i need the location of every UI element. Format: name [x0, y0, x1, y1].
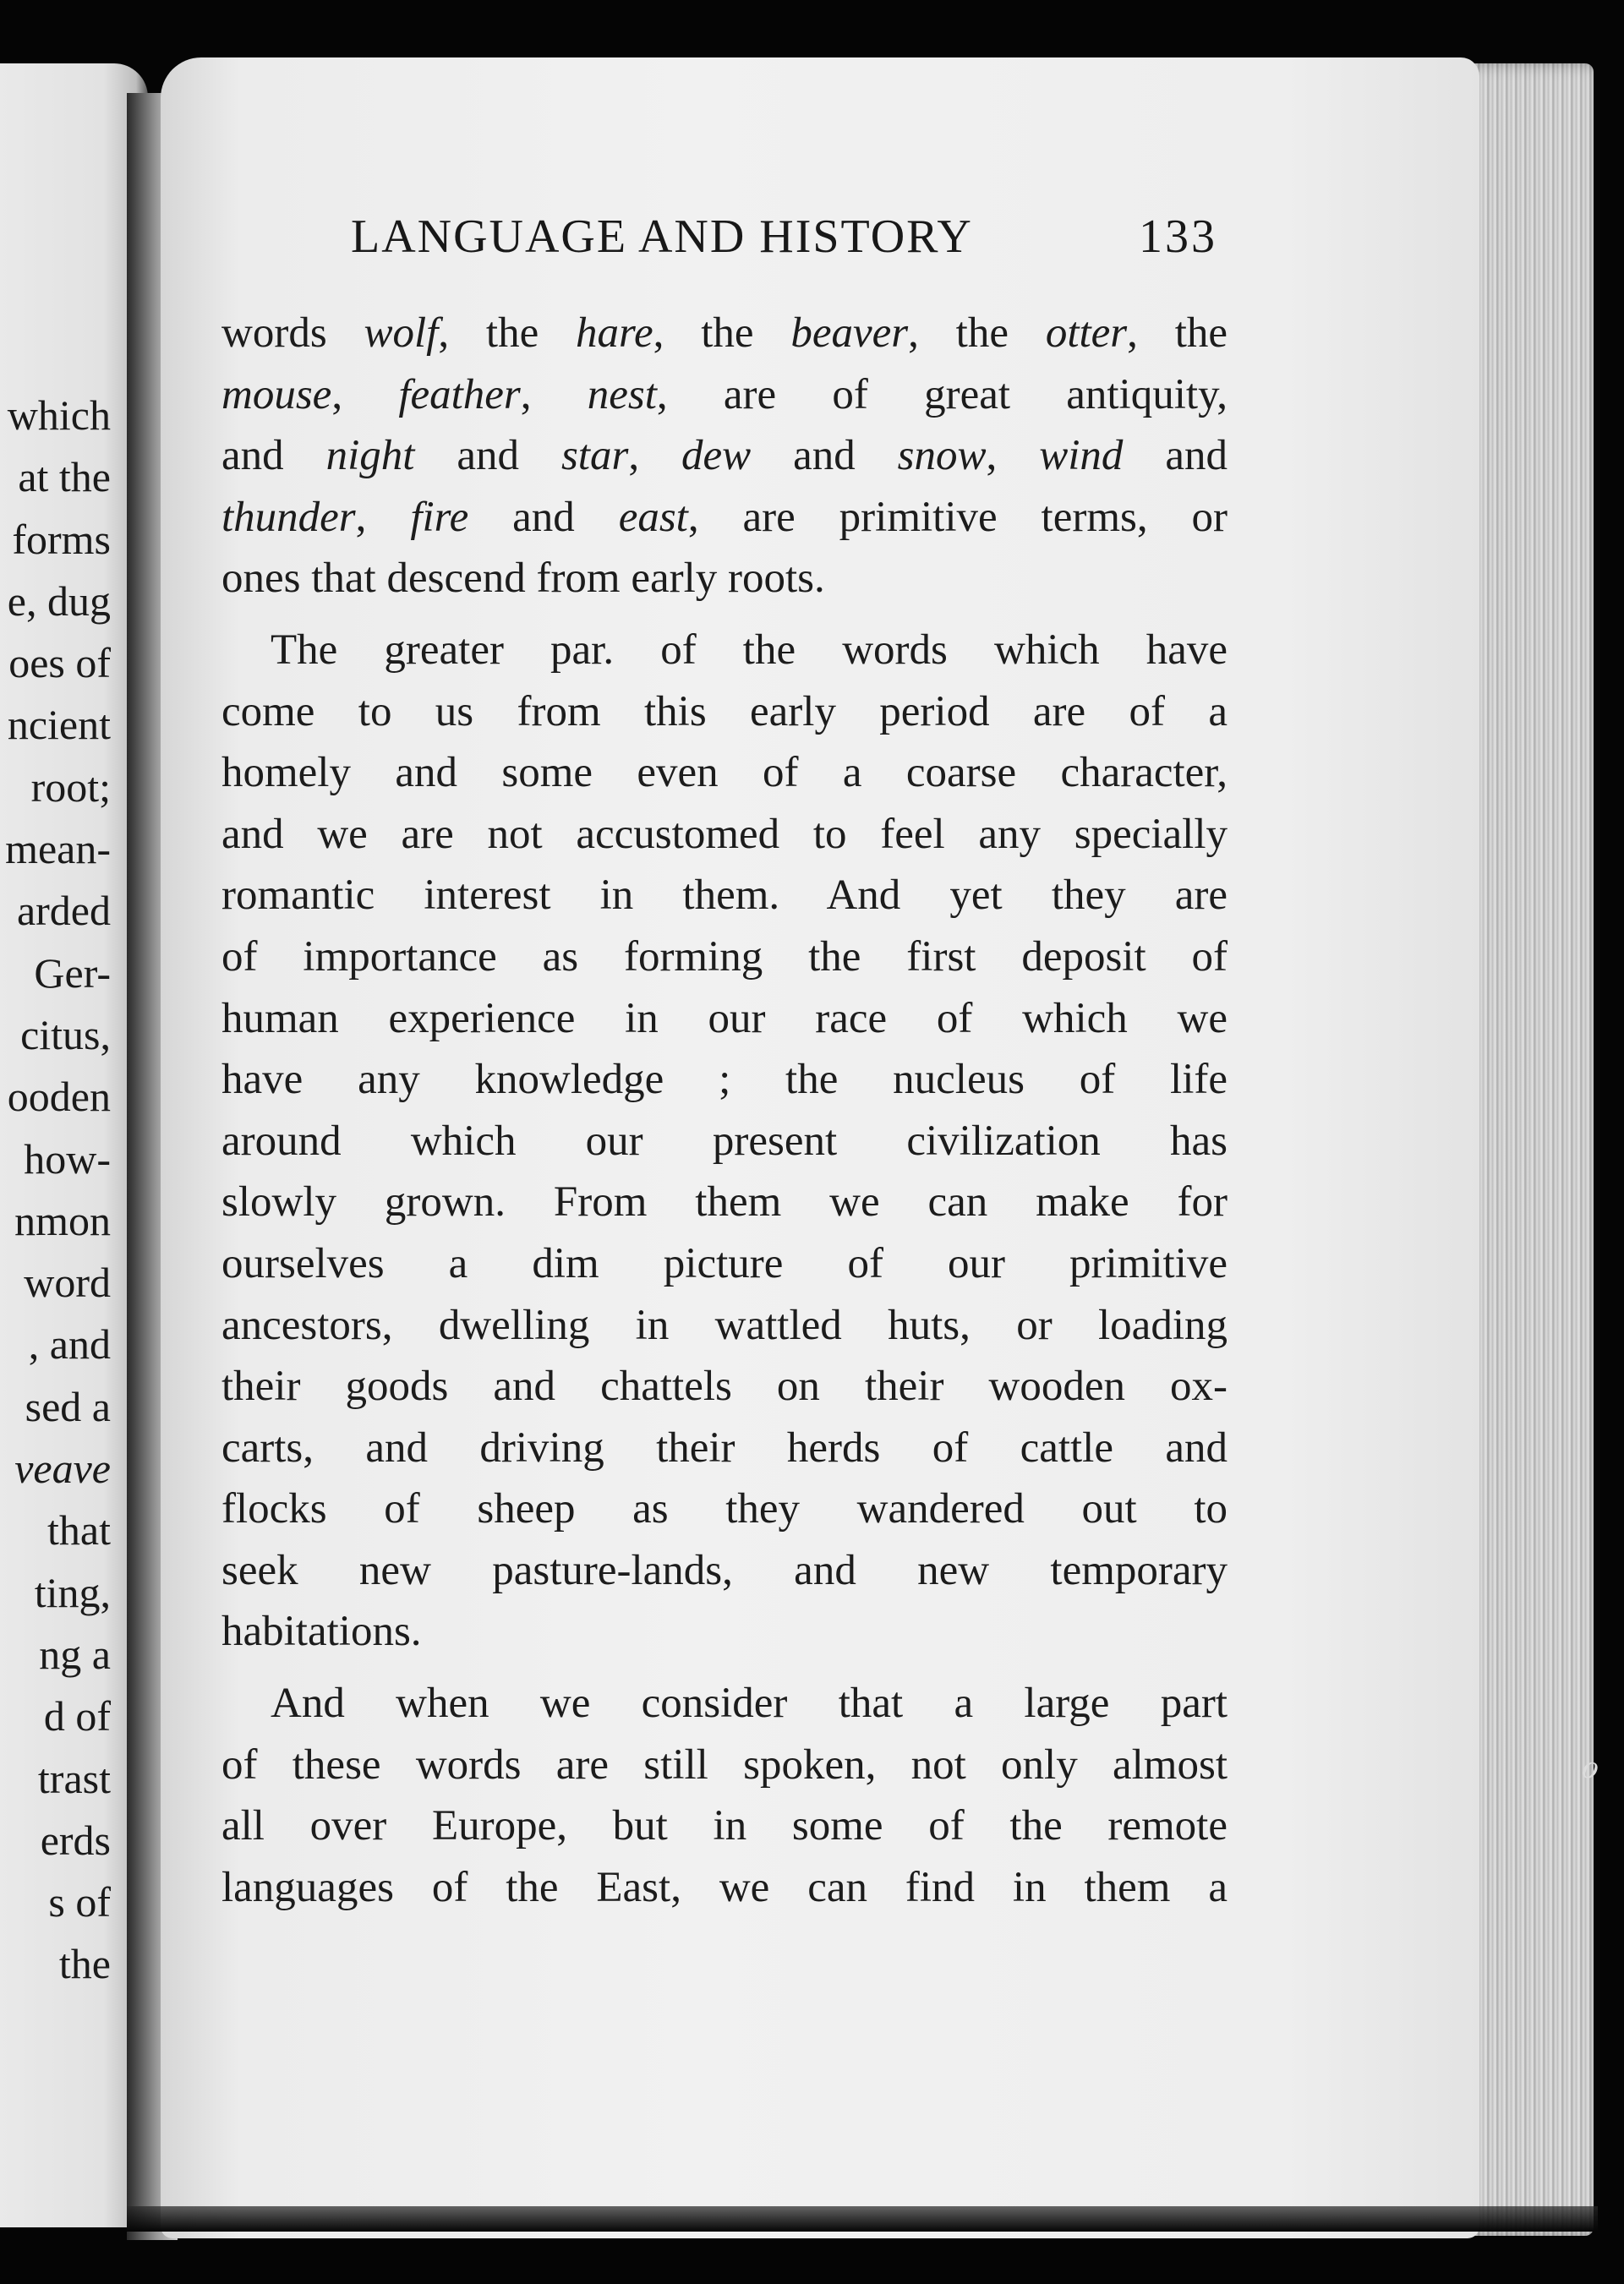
text-line: ones that descend from early roots. [221, 555, 825, 603]
italic-term: hare [576, 309, 653, 357]
facing-page-line: ncient [7, 701, 111, 749]
facing-page-line: , and [28, 1320, 111, 1369]
italic-term: dew [681, 432, 752, 480]
running-head-title: LANGUAGE AND HISTORY [351, 210, 973, 263]
text-line: ancestors, dwelling in wattled huts, or loading [221, 1301, 1228, 1349]
facing-page-line: at the [18, 453, 111, 501]
text-line: languages of the East, we can find in them a [221, 1863, 1228, 1911]
paragraph-1 [221, 303, 1228, 609]
facing-page-line: ting, [34, 1568, 111, 1616]
facing-page-line: mean- [5, 825, 111, 873]
facing-page-line: trast [37, 1754, 111, 1802]
text-line: come to us from this early period are of a [221, 687, 1228, 735]
text-line: The greater par. of the words which have [271, 626, 1228, 674]
italic-term: wolf [364, 309, 439, 357]
facing-page-line: erds [40, 1816, 111, 1864]
paragraph-3 [221, 1673, 1228, 1918]
facing-page-line: citus, [20, 1010, 111, 1058]
text-line: all over Europe, but in some of the remote [221, 1802, 1228, 1850]
italic-term: star [560, 432, 629, 480]
facing-page-line: d of [43, 1692, 111, 1740]
text-line: of these words are still spoken, not only almost [221, 1740, 1228, 1789]
italic-term: nest [587, 370, 657, 418]
text-line: ourselves a dim picture of our primitive [221, 1239, 1228, 1287]
facing-page-line: the [58, 1940, 111, 1988]
italic-term: thunder [221, 493, 356, 541]
text-line: and we are not accustomed to feel any specially [221, 810, 1228, 858]
margin-mark: ℴ [1579, 1741, 1598, 1787]
italic-term: feather [398, 370, 521, 418]
italic-term: wind [1039, 432, 1124, 480]
text-line: romantic interest in them. And yet they are [221, 872, 1228, 920]
text-line: mouse, feather, nest, are of great antiquity, [221, 370, 1228, 418]
facing-page-line: which [7, 391, 111, 439]
facing-page-line: root; [30, 762, 111, 811]
text-line: of importance as forming the first deposit of [221, 932, 1228, 981]
facing-page [0, 63, 148, 2227]
facing-page-line: that [47, 1506, 111, 1555]
facing-page-line: oes of [8, 639, 111, 687]
italic-term: east [618, 493, 688, 541]
italic-term: fire [410, 493, 469, 541]
facing-page-line: ng a [39, 1630, 111, 1678]
text-line: homely and some even of a coarse character, [221, 749, 1228, 797]
text-line: have any knowledge ; the nucleus of life [221, 1056, 1228, 1104]
italic-term: otter [1045, 309, 1128, 357]
facing-page-line: Ger- [34, 948, 111, 997]
text-line: and night and star, dew and snow, wind and [221, 432, 1228, 480]
facing-page-line: forms [12, 515, 111, 563]
running-head [351, 210, 1217, 277]
facing-page-line: sed a [25, 1382, 111, 1430]
italic-term: mouse [221, 370, 332, 418]
facing-page-line: nmon [14, 1196, 111, 1244]
text-line: seek new pasture-lands, and new temporary [221, 1546, 1228, 1594]
facing-page-line: arded [16, 887, 111, 935]
text-line: words wolf, the hare, the beaver, the otter, the [221, 309, 1228, 357]
body-text [221, 303, 1228, 1918]
facing-page-line: s of [48, 1878, 111, 1926]
text-line: thunder, fire and east, are primitive terms, or [221, 493, 1228, 541]
text-line: their goods and chattels on their wooden ox- [221, 1363, 1228, 1411]
facing-page-line: word [24, 1259, 111, 1307]
italic-term: night [325, 432, 415, 480]
text-line: And when we consider that a large part [271, 1680, 1228, 1728]
italic-term: snow [897, 432, 987, 480]
facing-page-line: how- [24, 1134, 111, 1183]
text-line: slowly grown. From them we can make for [221, 1178, 1228, 1227]
page-number: 133 [1139, 210, 1217, 263]
italic-term: beaver [790, 309, 909, 357]
text-line: habitations. [221, 1608, 422, 1656]
facing-page-text [0, 385, 111, 1996]
facing-page-line: ooden [7, 1073, 111, 1121]
text-line: around which our present civilization has [221, 1117, 1228, 1165]
text-line: carts, and driving their herds of cattle and [221, 1423, 1228, 1472]
facing-page-line: veave [14, 1445, 111, 1493]
facing-page-line: e, dug [7, 576, 111, 625]
text-line: flocks of sheep as they wandered out to [221, 1485, 1228, 1533]
paragraph-2 [221, 620, 1228, 1663]
bottom-shadow [127, 2206, 1598, 2232]
text-line: human experience in our race of which we [221, 994, 1228, 1042]
